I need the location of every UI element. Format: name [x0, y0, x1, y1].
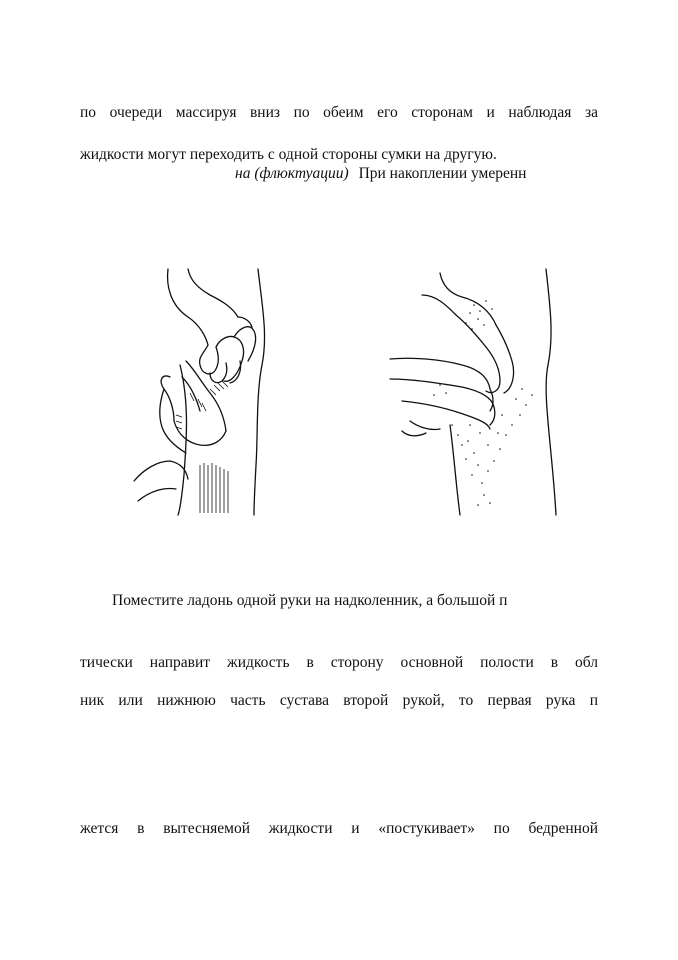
text-line-1: по очереди массируя вниз по обеим его сторонам и наблюдая за	[80, 104, 598, 121]
knee-palpation-illustration-left	[130, 265, 290, 517]
knee-palpation-illustration-right	[382, 265, 572, 517]
italic-fragment: на (флюктуации)	[235, 165, 349, 182]
text-line-4: Поместите ладонь одной руки на надколенник, а большой п	[112, 592, 508, 609]
text-line-3-rest: При накоплении умеренн	[358, 165, 527, 182]
text-line-6: ник или нижнюю часть сустава второй рукой, то первая рука п	[80, 692, 598, 709]
text-line-2: жидкости могут переходить с одной стороны сумки на другую.	[80, 146, 497, 163]
text-line-3	[235, 165, 526, 183]
text-line-5: тически направит жидкость в сторону основной полости в обл	[80, 654, 598, 671]
text-line-7: жется в вытесняемой жидкости и «постукивает» по бедренной	[80, 820, 598, 837]
